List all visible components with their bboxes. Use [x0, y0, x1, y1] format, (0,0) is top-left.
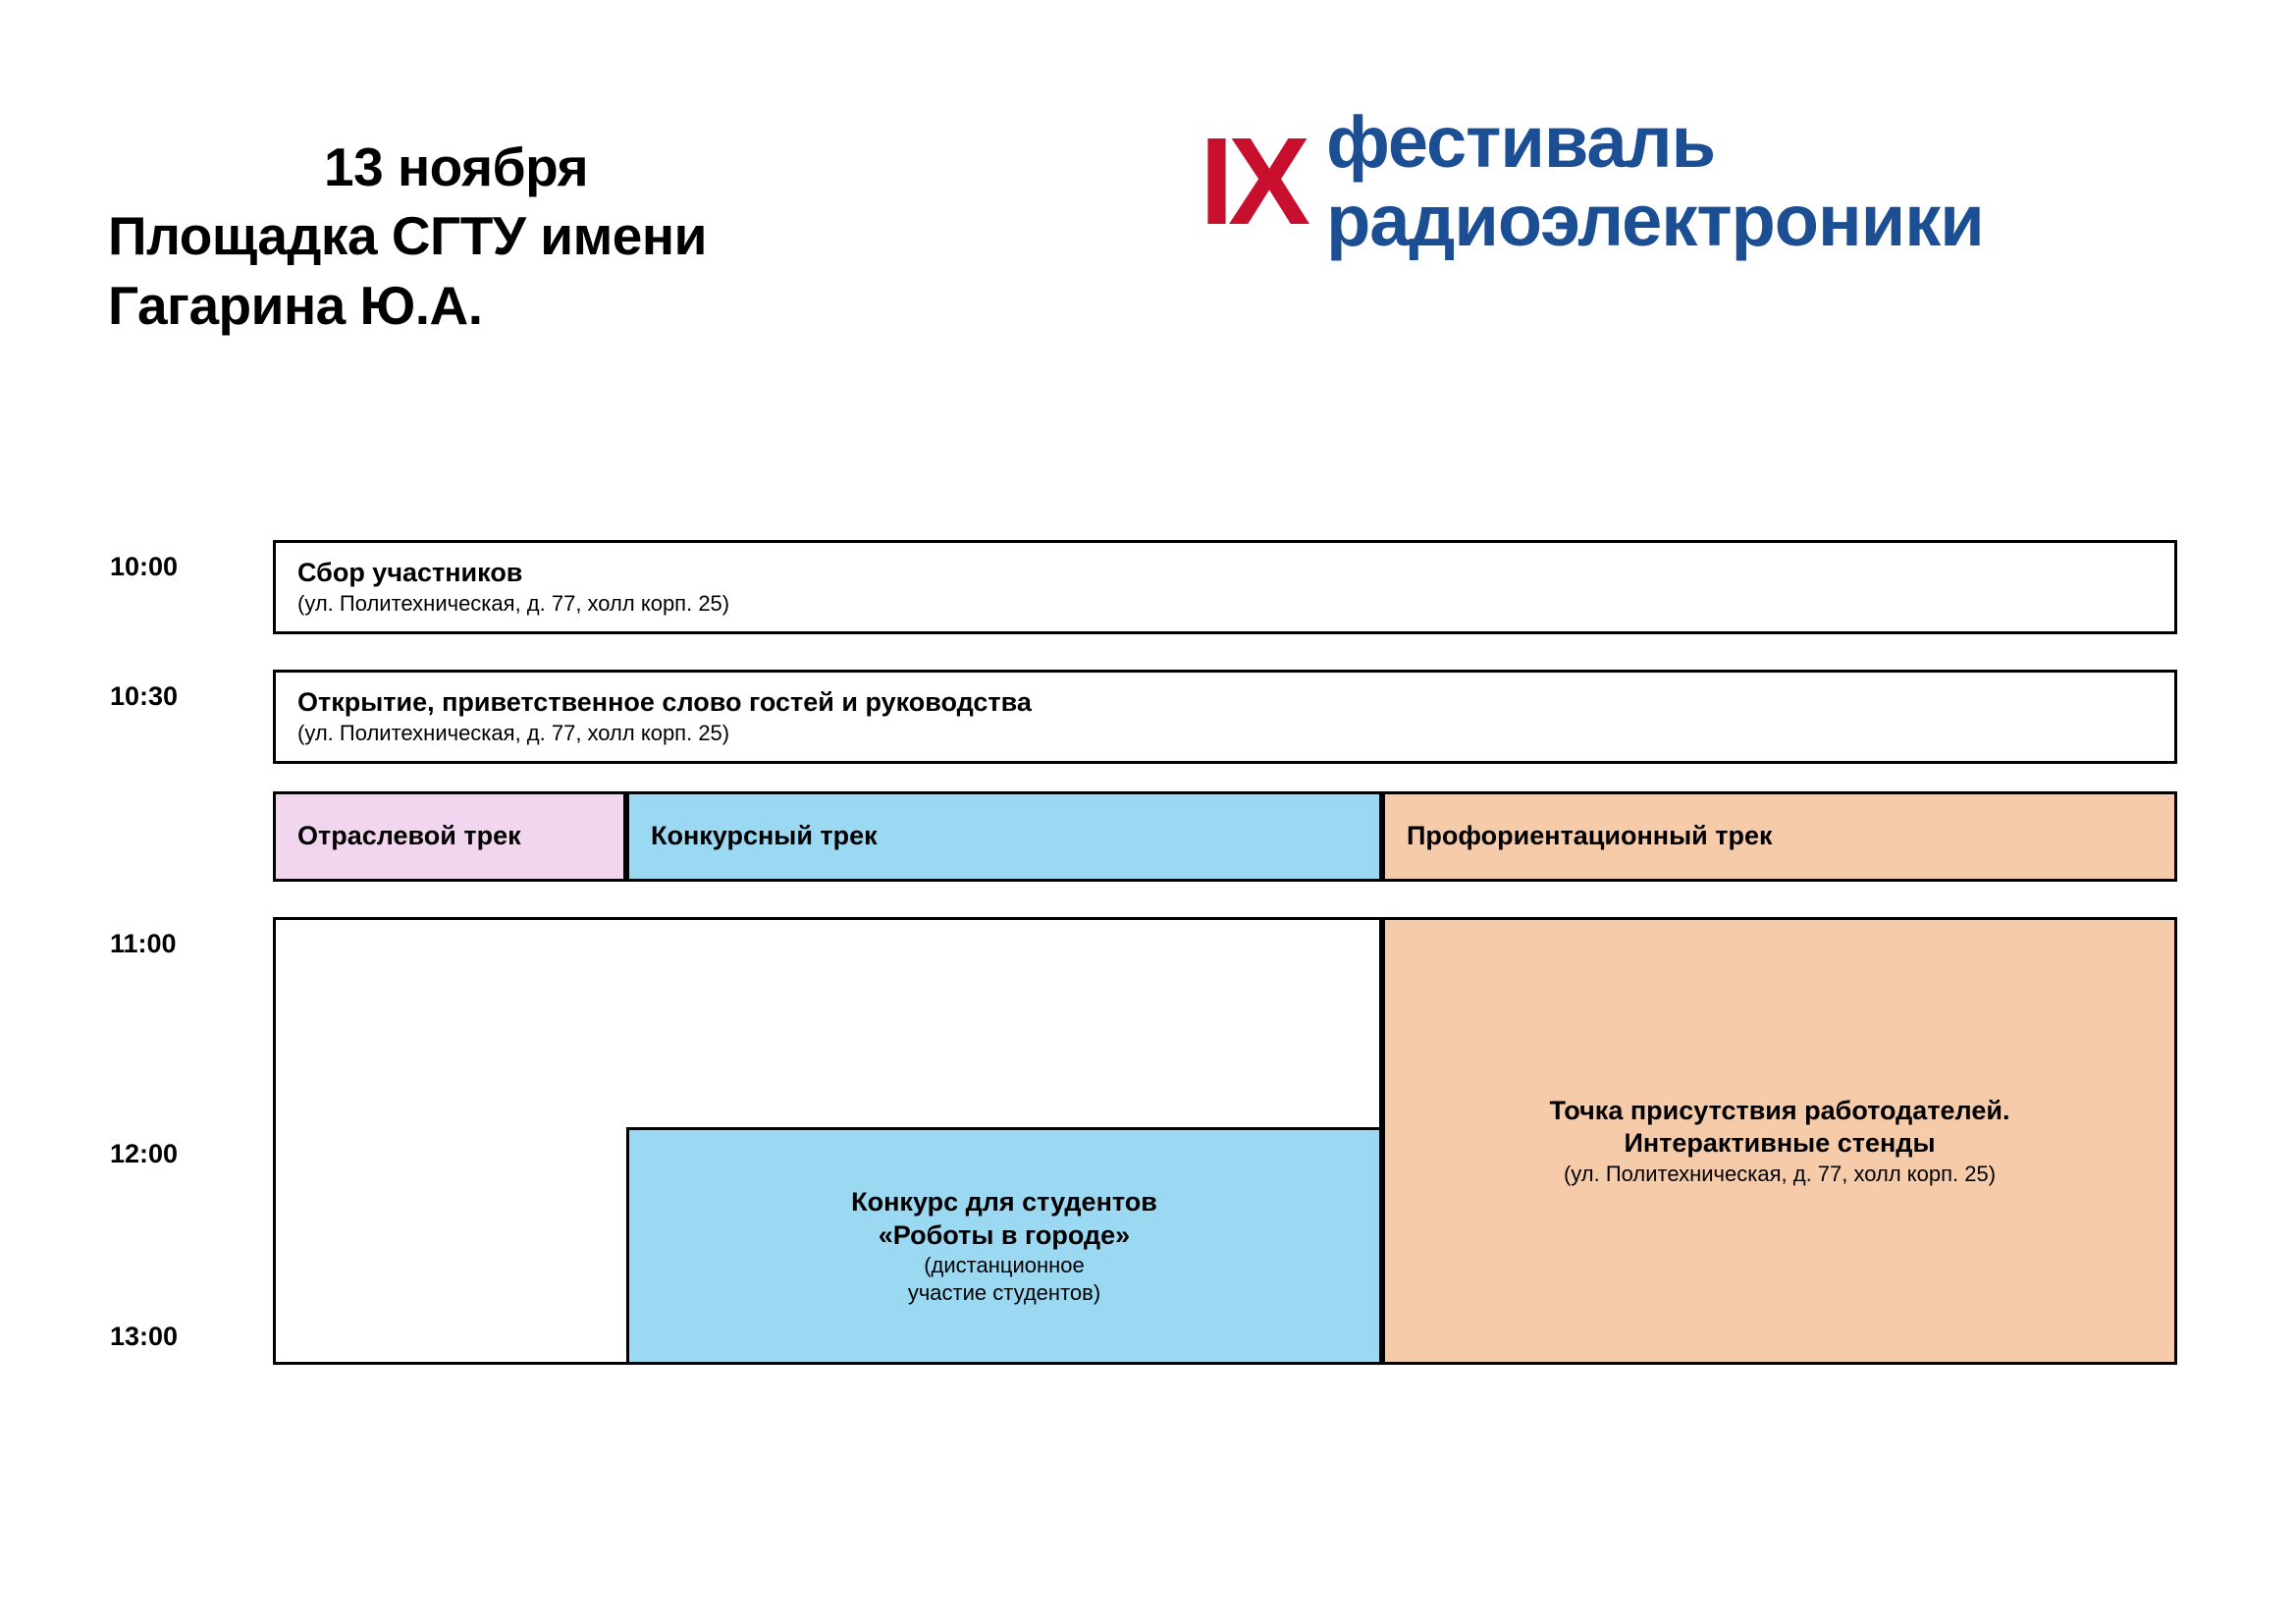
track-header-contest: [626, 791, 1382, 882]
track-header-career: [1382, 791, 2177, 882]
event-robot-contest-note-line1: (дистанционное: [924, 1253, 1085, 1278]
event-robot-contest-note-line2: участие студентов): [907, 1279, 1101, 1305]
venue-line-1: Площадка СГТУ имени: [108, 205, 707, 267]
track-header-career-label: Профориентационный трек: [1407, 821, 1773, 851]
time-label-1200: 12:00: [110, 1139, 179, 1168]
time-label-1030: 10:30: [110, 681, 179, 711]
event-date: 13 ноября: [324, 136, 589, 197]
event-gathering: [273, 540, 2177, 634]
track-header-industry: [273, 791, 626, 882]
track-header-industry-label: Отраслевой трек: [297, 821, 521, 851]
event-robot-contest: [626, 1127, 1382, 1365]
time-label-1300: 13:00: [110, 1322, 179, 1351]
time-label-1000: 10:00: [110, 552, 179, 581]
track-header-contest-label: Конкурсный трек: [651, 821, 878, 851]
time-label-1100: 11:00: [110, 929, 177, 958]
event-opening-title: Открытие, приветственное слово гостей и руководства: [297, 687, 1032, 718]
event-employers-point-title-line1: Точка присутствия работодателей.: [1549, 1095, 2010, 1125]
event-opening-location: (ул. Политехническая, д. 77, холл корп. 25): [297, 721, 730, 746]
event-opening: [273, 670, 2177, 764]
event-robot-contest-title-line1: Конкурс для студентов: [851, 1186, 1157, 1217]
event-gathering-location: (ул. Политехническая, д. 77, холл корп. 25): [297, 591, 730, 617]
logo-word-festival: фестиваль: [1326, 101, 1716, 183]
event-gathering-title: Сбор участников: [297, 558, 523, 588]
event-employers-point-title-line2: Интерактивные стенды: [1624, 1128, 1936, 1159]
logo-roman-numeral: IX: [1200, 112, 1306, 250]
logo-word-radioelectronics: радиоэлектроники: [1326, 180, 1984, 261]
event-employers-point-location: (ул. Политехническая, д. 77, холл корп. 25): [1563, 1162, 1997, 1186]
event-robot-contest-title-line2: «Роботы в городе»: [878, 1219, 1131, 1250]
venue-line-2: Гагарина Ю.А.: [108, 274, 483, 336]
event-employers-point: [1382, 917, 2177, 1365]
